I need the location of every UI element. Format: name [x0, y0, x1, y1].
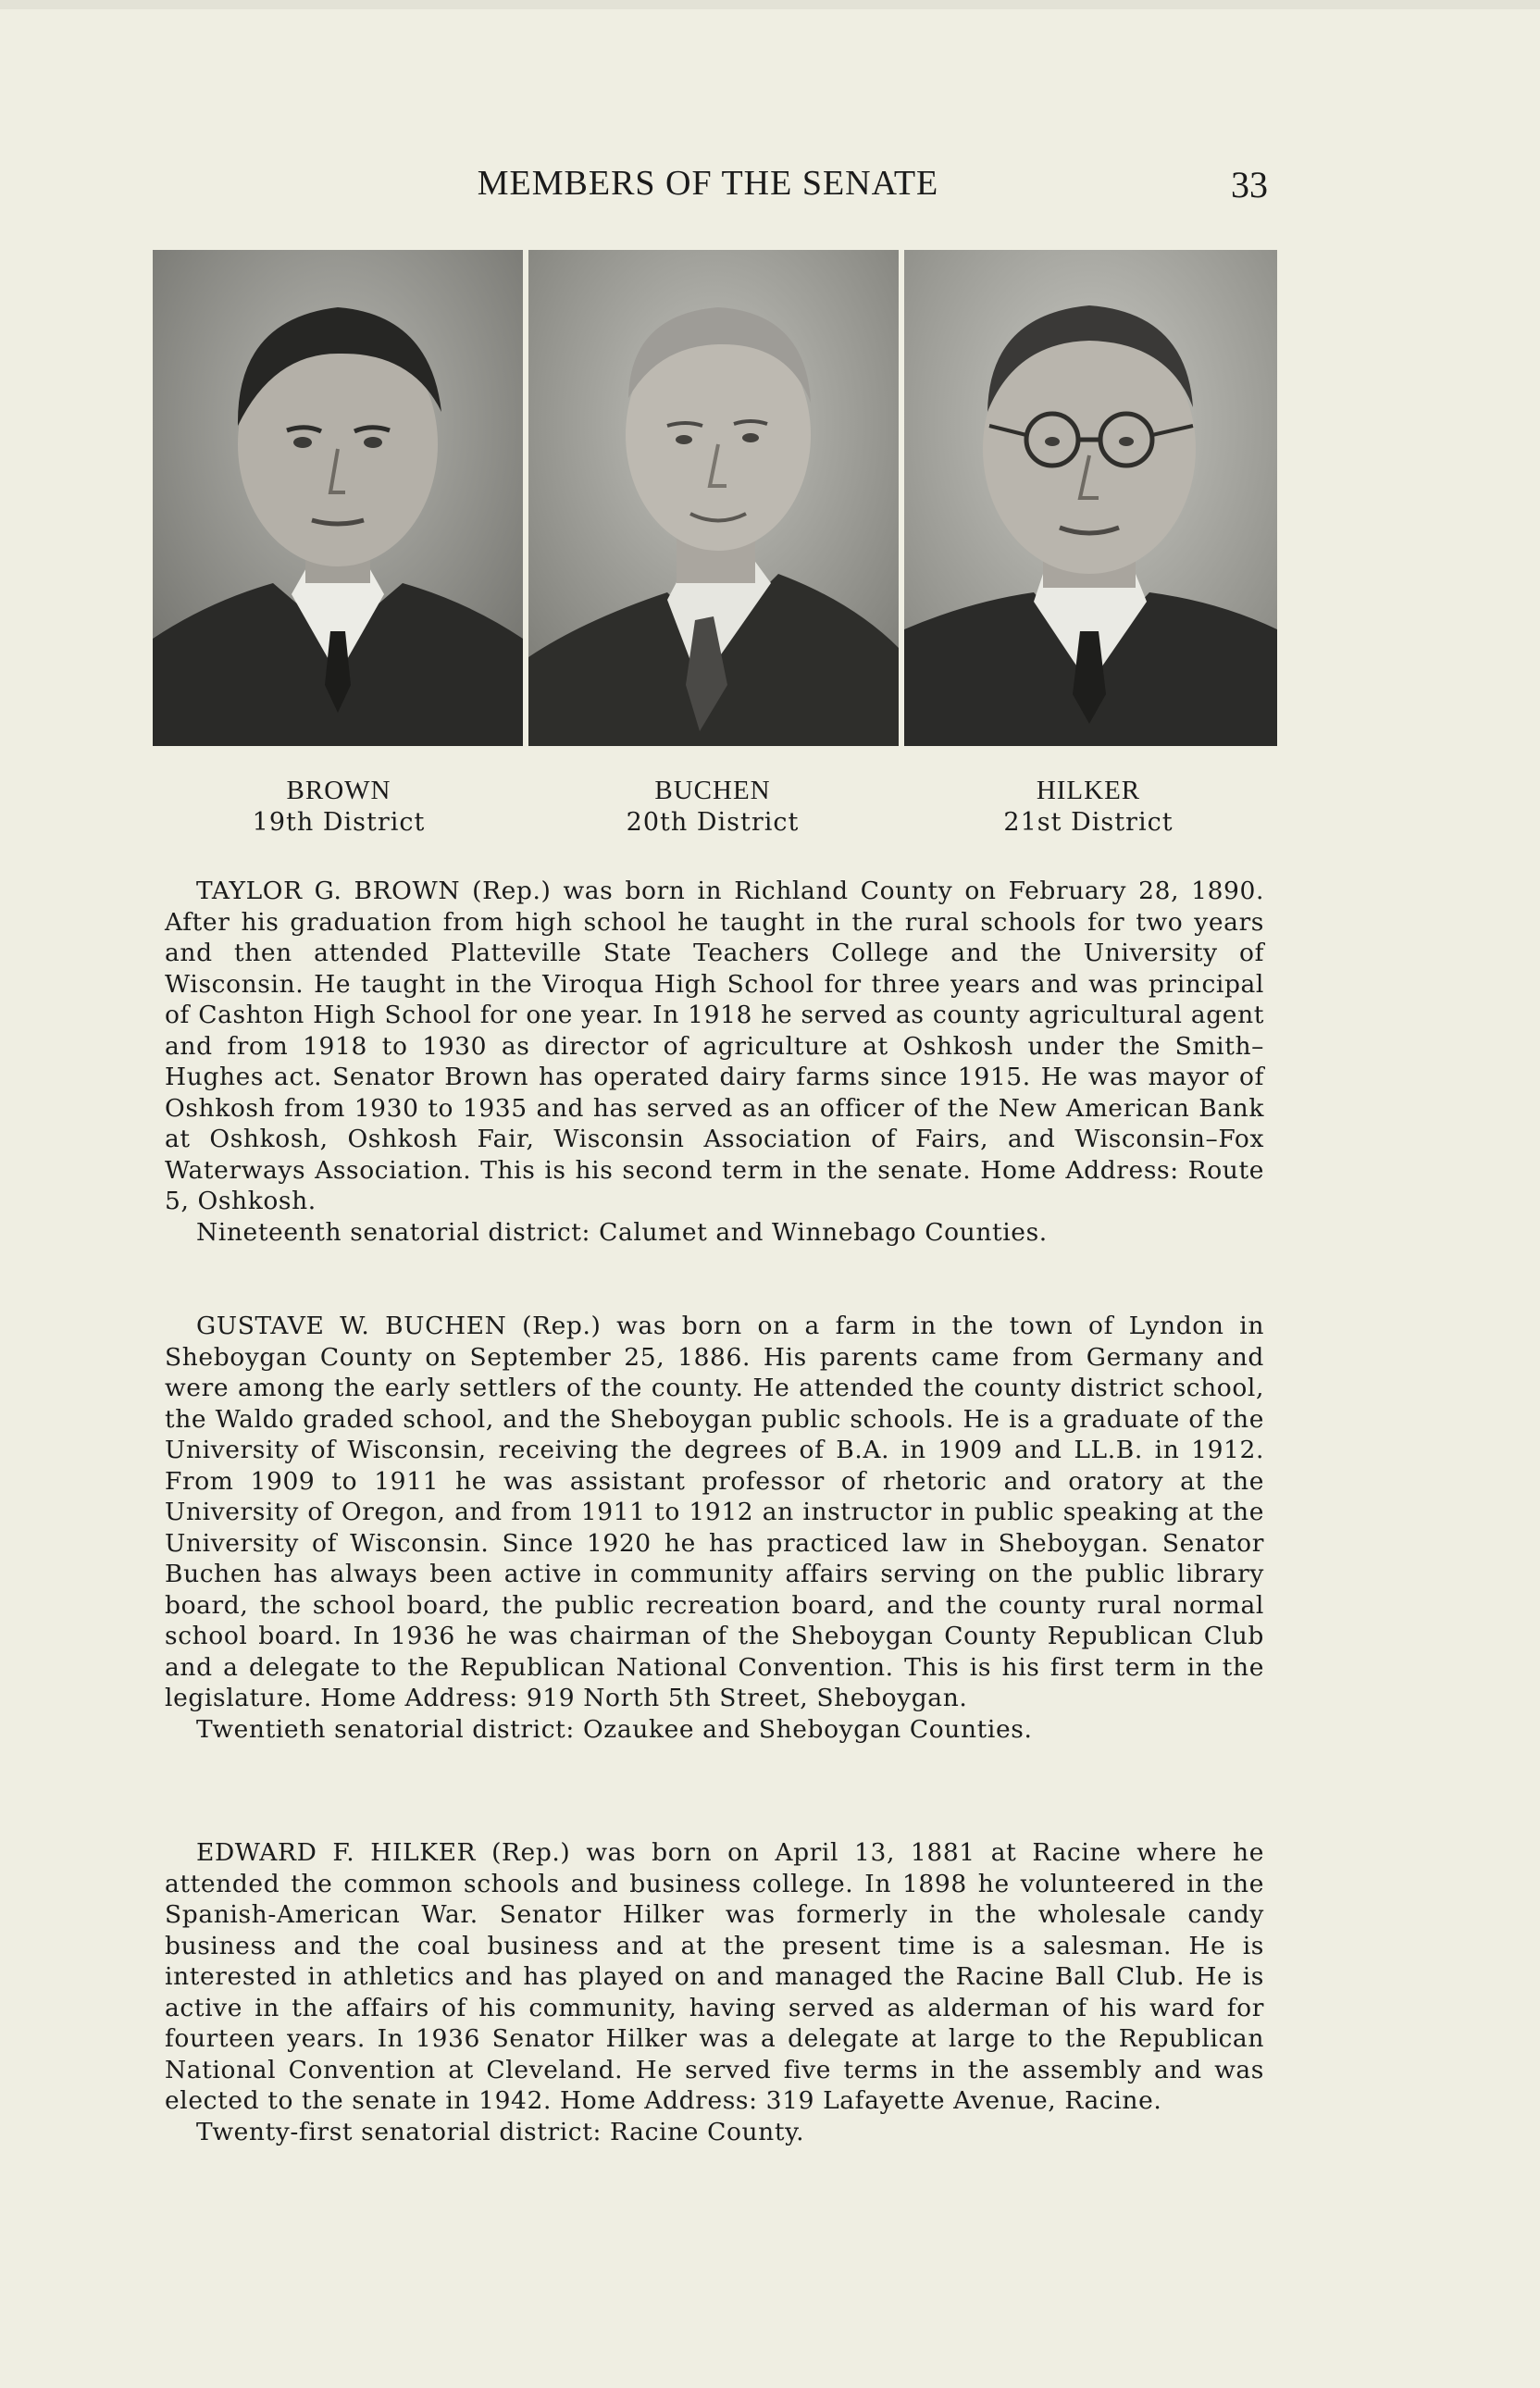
- senator-name: HILKER: [1036, 776, 1141, 805]
- caption-hilker: [922, 774, 1255, 839]
- senator-district: 20th District: [626, 808, 800, 837]
- portrait-strip: [153, 250, 1277, 746]
- page-number: 33: [1231, 164, 1268, 205]
- senatorial-district-line: Nineteenth senatorial district: Calumet and Winnebago Counties.: [196, 1217, 1048, 1247]
- biography-text: GUSTAVE W. BUCHEN (Rep.) was born on a farm in the town of Lyndon in Sheboygan County on September 25, 1886. His parents came from Germany and were among the early settlers of the county. He attended the county district school, the Waldo graded school, and the Sheboygan public schools. He is a graduate of the University of Wisconsin, receiving the degrees of B.A. in 1909 and LL.B. in 1912. From 1909 to 1911 he was assistant professor of rhetoric and oratory at the University of Oregon, and from 1911 to 1912 an instructor in public speaking at the University of Wisconsin. Since 1920 he has practiced law in Sheboygan. Senator Buchen has always been active in community affairs serving on the public library board, the school board, the public recreation board, and the county rural normal school board. In 1936 he was chairman of the Sheboygan County Republican Club and a delegate to the Republican National Convention. This is his first term in the legislature. Home Address: 919 North 5th Street, Sheboygan.: [165, 1312, 1264, 1712]
- page-title: MEMBERS OF THE SENATE: [477, 164, 939, 203]
- page-top-edge: [0, 0, 1540, 9]
- portrait-photo-brown: [153, 250, 523, 746]
- caption-buchen: [546, 774, 879, 839]
- biography-hilker: [165, 1837, 1264, 2147]
- biography-buchen: [165, 1311, 1264, 1745]
- senator-district: 21st District: [1003, 808, 1174, 837]
- portrait-photo-buchen: [528, 250, 899, 746]
- running-head: [148, 163, 1268, 209]
- senator-name: BROWN: [286, 776, 391, 805]
- biography-text: TAYLOR G. BROWN (Rep.) was born in Richland County on February 28, 1890. After his graduation from high school he taught in the rural schools for two years and then attended Platteville State Teachers College and the University of Wisconsin. He taught in the Viroqua High School for three years and was principal of Cashton High School for one year. In 1918 he served as county agricultural agent and from 1918 to 1930 as director of agriculture at Oshkosh under the Smith–Hughes act. Senator Brown has operated dairy farms since 1915. He was mayor of Oshkosh from 1930 to 1935 and has served as an officer of the New American Bank at Oshkosh, Oshkosh Fair, Wisconsin Association of Fairs, and Wisconsin–Fox Waterways Association. This is his second term in the senate. Home Address: Route 5, Oshkosh.: [165, 877, 1264, 1215]
- caption-brown: [172, 774, 505, 839]
- senatorial-district-line: Twenty-first senatorial district: Racine County.: [196, 2117, 805, 2146]
- senator-district: 19th District: [252, 808, 426, 837]
- senatorial-district-line: Twentieth senatorial district: Ozaukee and Sheboygan Counties.: [196, 1714, 1033, 1744]
- portrait-photo-hilker: [904, 250, 1277, 746]
- senator-name: BUCHEN: [654, 776, 771, 805]
- biography-brown: [165, 876, 1264, 1248]
- biography-text: EDWARD F. HILKER (Rep.) was born on April 13, 1881 at Racine where he attended the common schools and business college. In 1898 he volunteered in the Spanish-American War. Senator Hilker was formerly in the wholesale candy business and the coal business and at the present time is a salesman. He is interested in athletics and has played on and managed the Racine Ball Club. He is active in the affairs of his community, having served as alderman of his ward for fourteen years. In 1936 Senator Hilker was a delegate at large to the Republican National Convention at Cleveland. He served five terms in the assembly and was elected to the senate in 1942. Home Address: 319 Lafayette Avenue, Racine.: [165, 1838, 1264, 2115]
